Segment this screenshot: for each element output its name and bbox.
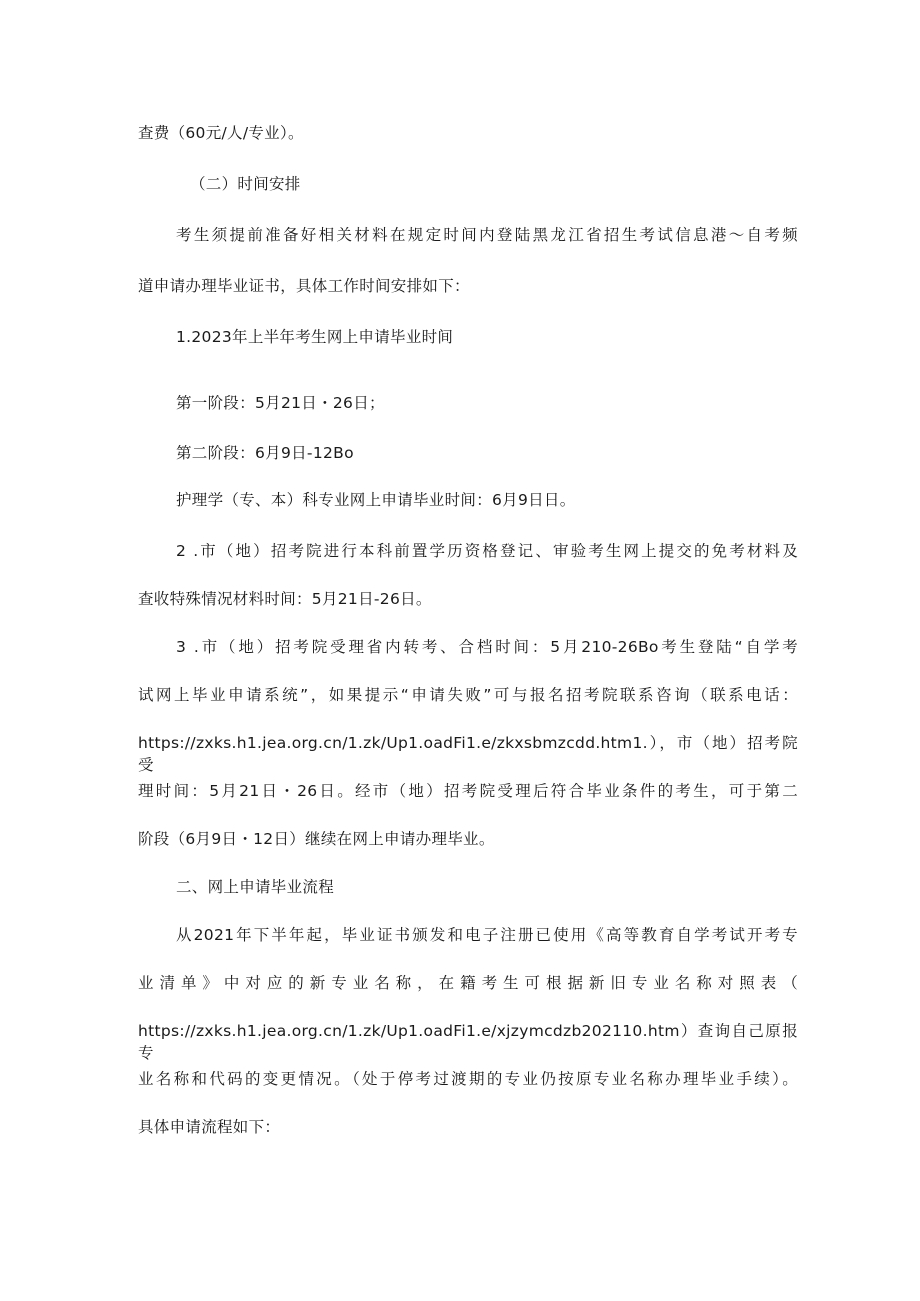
text-line-intro-2: 道申请办理毕业证书，具体工作时间安排如下：: [138, 277, 470, 295]
item-3-line-2: 试网上毕业申请系统”，如果提示“申请失败”可与报名招考院联系咨询（联系电话：: [138, 686, 798, 704]
section-heading-process: 二、网上申请毕业流程: [176, 878, 335, 896]
text-line-fee: 查费（60元/人/专业）。: [138, 124, 304, 142]
process-line-3: https://zxks.h1.jea.org.cn/1.zk/Up1.oadFi1.e/xjzymcdzb202110.htm）查询自己原报专: [138, 1022, 798, 1062]
item-2-line-1: 2 .市（地）招考院进行本科前置学历资格登记、审验考生网上提交的免考材料及: [176, 542, 798, 560]
process-line-1: 从2021年下半年起，毕业证书颁发和电子注册已使用《高等教育自学考试开考专: [176, 926, 798, 944]
process-line-5: 具体申请流程如下：: [138, 1118, 281, 1136]
section-heading-schedule: （二）时间安排: [190, 175, 301, 193]
text-line-intro-1: 考生须提前准备好相关材料在规定时间内登陆黑龙江省招生考试信息港～自考频: [176, 226, 798, 244]
item-3-line-1: 3 .市（地）招考院受理省内转考、合档时间：5月210-26Bo考生登陆“自学考: [176, 638, 798, 656]
text-line-stage-2: 第二阶段：6月9日-12Bo: [176, 444, 354, 462]
item-3-line-4: 理时间：5月21日・26日。经市（地）招考院受理后符合毕业条件的考生，可于第二: [138, 782, 798, 800]
item-3-line-3: https://zxks.h1.jea.org.cn/1.zk/Up1.oadFi1.e/zkxsbmzcdd.htm1.），市（地）招考院受: [138, 734, 798, 774]
item-heading-1: 1.2023年上半年考生网上申请毕业时间: [176, 328, 454, 346]
item-3-line-5: 阶段（6月9日・12日）继续在网上申请办理毕业。: [138, 830, 495, 848]
process-line-2: 业清单》中对应的新专业名称，在籍考生可根据新旧专业名称对照表（: [138, 974, 798, 992]
text-line-stage-1: 第一阶段：5月21日・26日；: [176, 394, 385, 412]
item-2-line-2: 查收特殊情况材料时间：5月21日-26日。: [138, 590, 432, 608]
text-line-nursing: 护理学（专、本）科专业网上申请毕业时间：6月9日日。: [176, 491, 576, 509]
process-line-4: 业名称和代码的变更情况。（处于停考过渡期的专业仍按原专业名称办理毕业手续）。: [138, 1070, 798, 1088]
